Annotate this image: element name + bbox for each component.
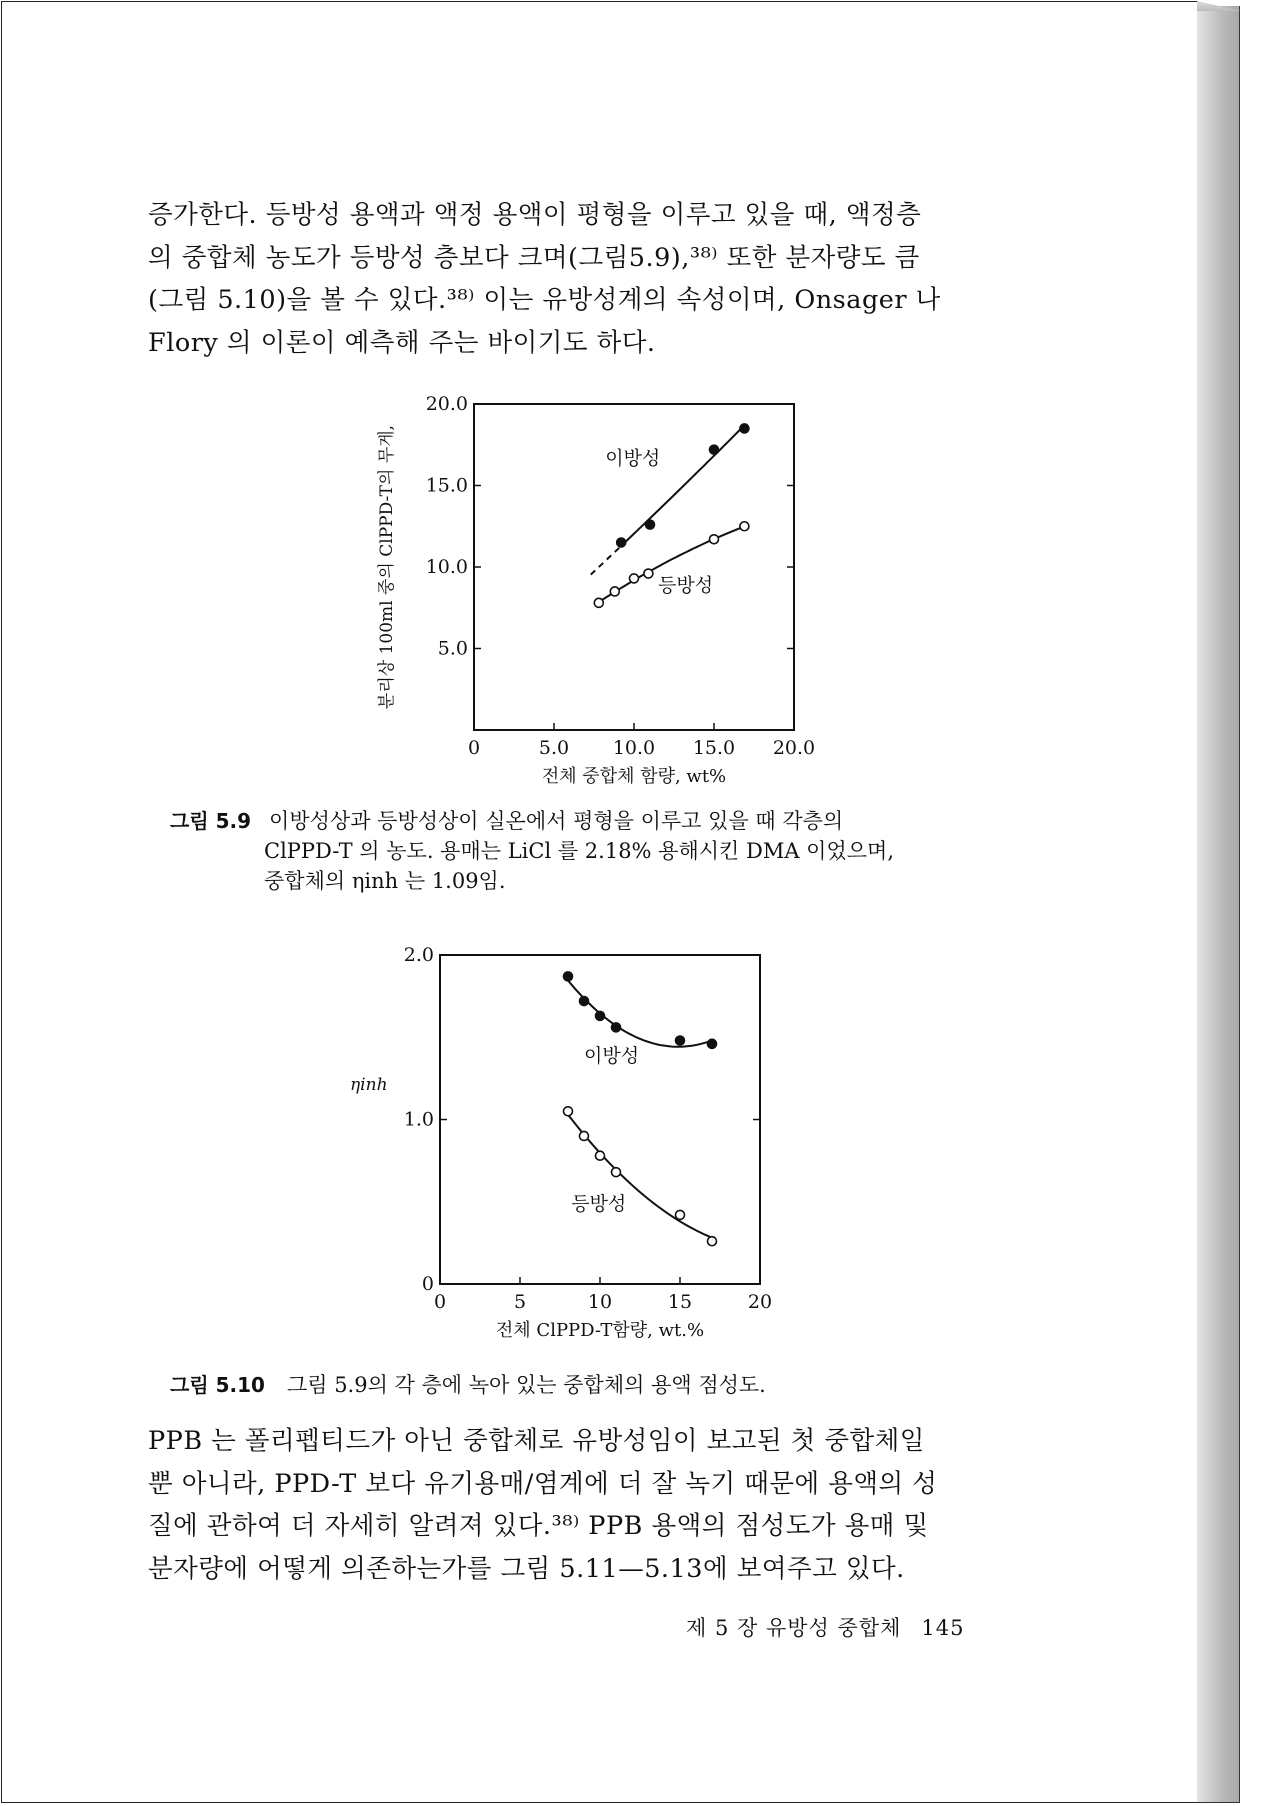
series-label: 이방성 xyxy=(605,447,661,470)
data-point-filled xyxy=(612,1023,621,1032)
data-point-open xyxy=(594,598,603,607)
data-point-filled xyxy=(646,520,655,529)
y-tick-label: 0 xyxy=(421,1273,434,1295)
data-point-open xyxy=(564,1107,573,1116)
data-point-open xyxy=(710,535,719,544)
data-point-open xyxy=(596,1151,605,1160)
data-point-open xyxy=(644,569,653,578)
data-point-open xyxy=(612,1168,621,1177)
series-curve-0 xyxy=(568,981,712,1047)
series-extrapolation xyxy=(591,546,621,575)
data-point-filled xyxy=(596,1011,605,1020)
data-point-filled xyxy=(676,1036,685,1045)
caption-line: 중합체의 ηinh 는 1.09임. xyxy=(264,869,506,893)
text-line: 의 중합체 농도가 등방성 층보다 크며(그림5.9),³⁸⁾ 또한 분자량도 큼 xyxy=(148,242,920,273)
x-tick-label: 0 xyxy=(467,737,481,759)
data-point-filled xyxy=(580,997,589,1006)
y-tick-label: 10.0 xyxy=(425,556,468,578)
caption-label: 그림 5.9 xyxy=(170,809,252,833)
plot-frame xyxy=(440,955,760,1284)
data-point-open xyxy=(610,587,619,596)
x-tick-label: 20 xyxy=(747,1291,773,1313)
page-spine xyxy=(1197,6,1240,1803)
figure-5-9-chart xyxy=(370,380,830,800)
data-point-open xyxy=(708,1237,717,1246)
page-footer xyxy=(686,1612,964,1642)
x-axis-label: 전체 중합체 함량, wt% xyxy=(541,766,727,787)
series-curve-0 xyxy=(621,425,744,546)
text-line: 증가한다. 등방성 용액과 액정 용액이 평형을 이루고 있을 때, 액정층 xyxy=(148,200,922,230)
x-tick-label: 0 xyxy=(433,1291,447,1313)
x-tick-label: 15 xyxy=(667,1291,693,1313)
data-point-open xyxy=(740,522,749,531)
x-axis-label: 전체 ClPPD-T함량, wt.% xyxy=(495,1320,705,1341)
text-line: PPB 는 폴리펩티드가 아닌 중합체로 유방성임이 보고된 첫 중합체일 xyxy=(148,1426,925,1456)
x-tick-label: 5.0 xyxy=(538,737,570,759)
body-paragraph-2 xyxy=(148,1420,1028,1590)
text-line: 분자량에 어떻게 의존하는가를 그림 5.11—5.13에 보여주고 있다. xyxy=(148,1553,905,1584)
series-curve-1 xyxy=(568,1115,712,1238)
x-tick-label: 15.0 xyxy=(692,737,736,759)
figure-5-9-caption xyxy=(170,806,1040,896)
x-tick-label: 10.0 xyxy=(612,737,656,759)
x-tick-label: 10 xyxy=(587,1291,613,1313)
caption-line: ClPPD-T 의 농도. 용매는 LiCl 를 2.18% 용해시킨 DMA 이었으며, xyxy=(264,839,895,863)
data-point-open xyxy=(580,1131,589,1140)
series-label: 등방성 xyxy=(571,1192,627,1215)
series-label: 등방성 xyxy=(658,574,714,597)
y-tick-label: 5.0 xyxy=(437,637,468,660)
data-point-open xyxy=(630,574,639,583)
y-tick-label: 15.0 xyxy=(425,474,468,497)
data-point-filled xyxy=(708,1039,717,1048)
text-line: (그림 5.10)을 볼 수 있다.³⁸⁾ 이는 유방성계의 속성이며, Onsager 나 xyxy=(148,285,941,315)
caption-text: 그림 5.9의 각 층에 녹아 있는 중합체의 용액 점성도. xyxy=(286,1373,766,1397)
y-tick-label: 2.0 xyxy=(403,944,434,966)
caption-line: 이방성상과 등방성상이 실온에서 평형을 이루고 있을 때 각층의 xyxy=(269,809,844,833)
y-tick-label: 1.0 xyxy=(403,1108,434,1131)
y-axis-label: 분리상 100ml 중의 ClPPD-T의 무게, xyxy=(377,424,397,710)
figure-5-10-chart xyxy=(330,940,810,1350)
text-line: 질에 관하여 더 자세히 알려져 있다.³⁸⁾ PPB 용액의 점성도가 용매 및 xyxy=(148,1511,929,1541)
x-tick-label: 5 xyxy=(513,1291,527,1313)
y-tick-label: 20.0 xyxy=(425,393,468,415)
data-point-filled xyxy=(710,445,719,454)
caption-label: 그림 5.10 xyxy=(170,1373,265,1397)
data-point-filled xyxy=(564,972,573,981)
y-axis-label: ηinh xyxy=(350,1075,388,1095)
x-tick-label: 20.0 xyxy=(772,737,816,759)
page-number: 145 xyxy=(921,1616,965,1640)
text-line: Flory 의 이론이 예측해 주는 바이기도 하다. xyxy=(148,327,656,358)
data-point-filled xyxy=(617,538,626,547)
series-label: 이방성 xyxy=(584,1044,640,1067)
body-paragraph-1 xyxy=(148,194,1028,364)
data-point-open xyxy=(676,1210,685,1219)
chapter-title: 제 5 장 유방성 중합체 xyxy=(686,1616,902,1640)
data-point-filled xyxy=(740,424,749,433)
figure-5-10-caption xyxy=(170,1370,1040,1400)
text-line: 뿐 아니라, PPD-T 보다 유기용매/염계에 더 잘 녹기 때문에 용액의 성 xyxy=(148,1468,938,1499)
